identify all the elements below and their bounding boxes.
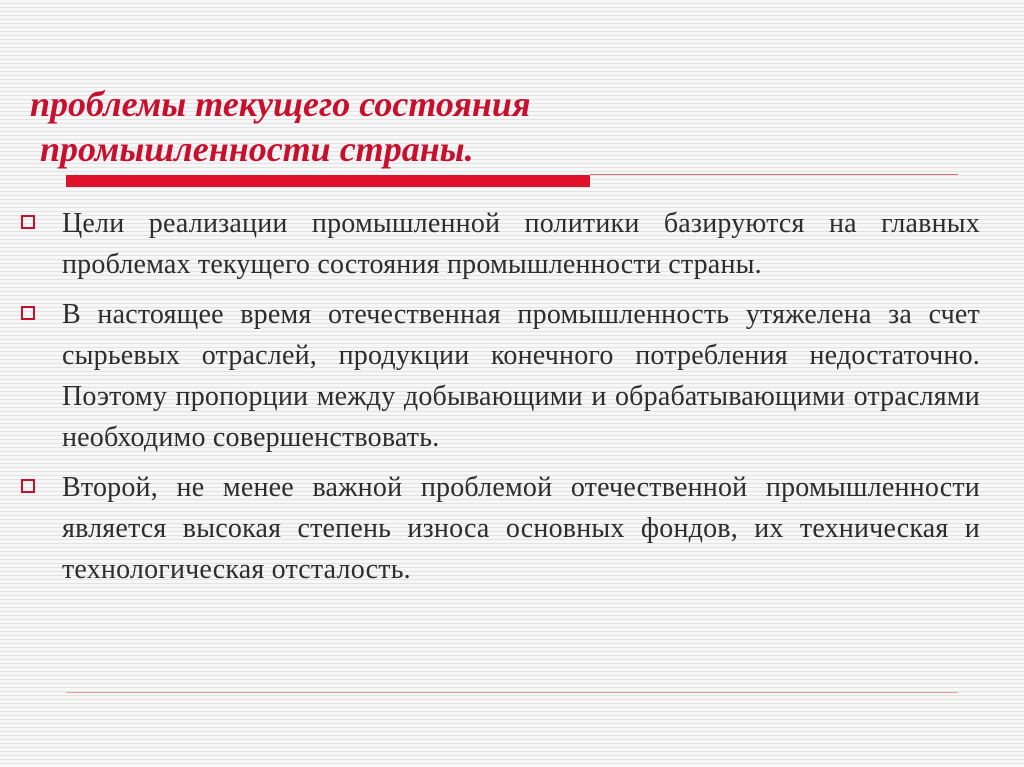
- bullet-list: [18, 203, 980, 599]
- hollow-square-bullet-icon: [21, 306, 35, 320]
- hollow-square-bullet-icon: [21, 215, 35, 229]
- hollow-square-bullet-icon: [21, 479, 35, 493]
- bullet-item: [18, 203, 980, 285]
- bottom-rule: [66, 692, 958, 693]
- title-underline-bar: [66, 175, 590, 187]
- slide-title-line-2: промышленности страны.: [40, 129, 474, 169]
- bullet-text: Второй, не менее важной проблемой отечественной промышленности является высокая степень износа основных фондов, их техническая и технологическая отсталость.: [62, 472, 980, 585]
- slide-title-line-1: проблемы текущего состояния: [30, 84, 531, 124]
- bullet-text: Цели реализации промышленной политики базируются на главных проблемах текущего состояния промышленности страны.: [62, 208, 980, 280]
- bullet-item: [18, 294, 980, 458]
- slide-title: [30, 82, 790, 172]
- bullet-text: В настоящее время отечественная промышленность утяжелена за счет сырьевых отраслей, продукции конечного потребления недостаточно. Поэтому пропорции между добывающими и обрабатывающими отраслями необходимо совершенствовать.: [62, 299, 980, 453]
- title-underline-rule: [590, 174, 958, 175]
- bullet-item: [18, 467, 980, 590]
